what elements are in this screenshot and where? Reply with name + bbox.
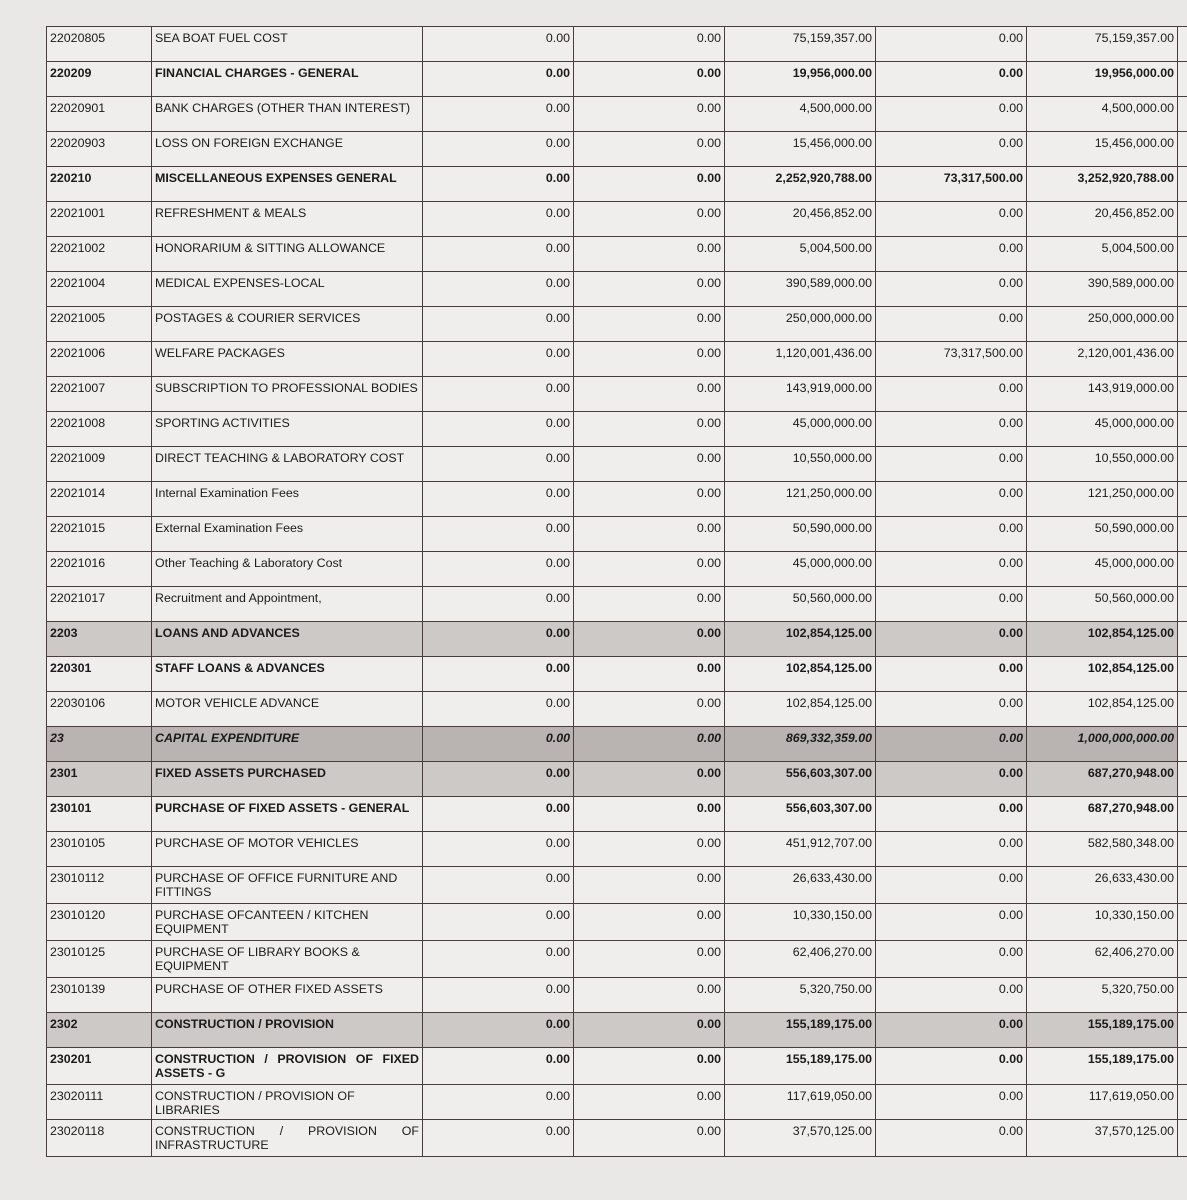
amount-cell: 0.00 [574, 904, 725, 941]
amount-cell: 45,000,000.00 [1027, 412, 1178, 447]
amount-cell: 0.00 [876, 412, 1027, 447]
amount-cell: 50,590,000.00 [725, 517, 876, 552]
amount-cell: 0.00 [574, 657, 725, 692]
description-cell: Internal Examination Fees [152, 482, 423, 517]
amount-cell: 0.00 [574, 202, 725, 237]
account-code-cell: 22021006 [47, 342, 152, 377]
amount-cell: 5,320,750.00 [1027, 978, 1178, 1013]
description-cell: SPORTING ACTIVITIES [152, 412, 423, 447]
amount-cell: 45,000,000.00 [725, 412, 876, 447]
description-cell: SEA BOAT FUEL COST [152, 27, 423, 62]
table-row [47, 307, 1187, 342]
amount-cell: 0.00 [423, 167, 574, 202]
table-row [47, 692, 1187, 727]
amount-cell: 0.00 [574, 832, 725, 867]
amount-cell: 143,919,000.00 [1027, 377, 1178, 412]
amount-cell: 50,590,000.00 [1027, 517, 1178, 552]
description-cell: CONSTRUCTION / PROVISION [152, 1013, 423, 1048]
account-code-cell: 23010105 [47, 832, 152, 867]
description-cell: HONORARIUM & SITTING ALLOWANCE [152, 237, 423, 272]
amount-cell: 0.00 [423, 867, 574, 904]
amount-cell: 0.00 [574, 167, 725, 202]
amount-cell: 0.00 [876, 132, 1027, 167]
amount-cell: 0.00 [423, 657, 574, 692]
amount-cell: 0.00 [423, 587, 574, 622]
amount-cell: 0.00 [423, 1048, 574, 1085]
account-code-cell: 22021007 [47, 377, 152, 412]
next-column-edge [1178, 447, 1187, 482]
amount-cell: 0.00 [423, 202, 574, 237]
amount-cell: 143,919,000.00 [725, 377, 876, 412]
description-cell: PURCHASE OF LIBRARY BOOKS & EQUIPMENT [152, 941, 423, 978]
amount-cell: 390,589,000.00 [725, 272, 876, 307]
table-row [47, 1085, 1187, 1120]
amount-cell: 155,189,175.00 [725, 1013, 876, 1048]
next-column-edge [1178, 587, 1187, 622]
next-column-edge [1178, 904, 1187, 941]
amount-cell: 10,550,000.00 [1027, 447, 1178, 482]
amount-cell: 0.00 [574, 412, 725, 447]
account-code-cell: 230201 [47, 1048, 152, 1085]
account-code-cell: 23010112 [47, 867, 152, 904]
amount-cell: 20,456,852.00 [725, 202, 876, 237]
amount-cell: 0.00 [423, 552, 574, 587]
amount-cell: 0.00 [876, 97, 1027, 132]
amount-cell: 0.00 [876, 727, 1027, 762]
account-code-cell: 22021004 [47, 272, 152, 307]
amount-cell: 0.00 [876, 62, 1027, 97]
account-code-cell: 2302 [47, 1013, 152, 1048]
amount-cell: 1,000,000,000.00 [1027, 727, 1178, 762]
table-row [47, 904, 1187, 941]
amount-cell: 0.00 [876, 978, 1027, 1013]
amount-cell: 0.00 [423, 978, 574, 1013]
amount-cell: 0.00 [574, 62, 725, 97]
table-row [47, 552, 1187, 587]
amount-cell: 0.00 [423, 412, 574, 447]
amount-cell: 0.00 [574, 132, 725, 167]
amount-cell: 0.00 [574, 517, 725, 552]
amount-cell: 687,270,948.00 [1027, 762, 1178, 797]
amount-cell: 0.00 [423, 941, 574, 978]
account-code-cell: 220301 [47, 657, 152, 692]
account-code-cell: 23010125 [47, 941, 152, 978]
description-cell: POSTAGES & COURIER SERVICES [152, 307, 423, 342]
amount-cell: 0.00 [574, 762, 725, 797]
next-column-edge [1178, 132, 1187, 167]
amount-cell: 19,956,000.00 [725, 62, 876, 97]
amount-cell: 0.00 [574, 797, 725, 832]
next-column-edge [1178, 1048, 1187, 1085]
next-column-edge [1178, 1013, 1187, 1048]
amount-cell: 0.00 [876, 762, 1027, 797]
next-column-edge [1178, 622, 1187, 657]
amount-cell: 0.00 [423, 62, 574, 97]
table-row [47, 797, 1187, 832]
table-row [47, 27, 1187, 62]
amount-cell: 5,004,500.00 [725, 237, 876, 272]
amount-cell: 10,550,000.00 [725, 447, 876, 482]
amount-cell: 0.00 [574, 482, 725, 517]
table-row [47, 762, 1187, 797]
account-code-cell: 23020118 [47, 1120, 152, 1157]
table-row [47, 377, 1187, 412]
amount-cell: 26,633,430.00 [725, 867, 876, 904]
amount-cell: 0.00 [876, 797, 1027, 832]
amount-cell: 0.00 [423, 342, 574, 377]
amount-cell: 0.00 [876, 237, 1027, 272]
table-row [47, 342, 1187, 377]
next-column-edge [1178, 657, 1187, 692]
table-row [47, 727, 1187, 762]
amount-cell: 556,603,307.00 [725, 797, 876, 832]
table-row [47, 587, 1187, 622]
amount-cell: 73,317,500.00 [876, 342, 1027, 377]
description-cell: Recruitment and Appointment, [152, 587, 423, 622]
amount-cell: 0.00 [876, 1013, 1027, 1048]
account-code-cell: 23020111 [47, 1085, 152, 1120]
amount-cell: 0.00 [876, 517, 1027, 552]
description-cell: BANK CHARGES (OTHER THAN INTEREST) [152, 97, 423, 132]
description-cell: MISCELLANEOUS EXPENSES GENERAL [152, 167, 423, 202]
amount-cell: 0.00 [423, 904, 574, 941]
next-column-edge [1178, 797, 1187, 832]
table-row [47, 1048, 1187, 1085]
next-column-edge [1178, 27, 1187, 62]
description-cell: REFRESHMENT & MEALS [152, 202, 423, 237]
amount-cell: 102,854,125.00 [725, 692, 876, 727]
amount-cell: 250,000,000.00 [1027, 307, 1178, 342]
description-cell: FINANCIAL CHARGES - GENERAL [152, 62, 423, 97]
account-code-cell: 22020903 [47, 132, 152, 167]
amount-cell: 0.00 [423, 272, 574, 307]
description-cell: MOTOR VEHICLE ADVANCE [152, 692, 423, 727]
table-row [47, 941, 1187, 978]
description-cell: PURCHASE OFCANTEEN / KITCHEN EQUIPMENT [152, 904, 423, 941]
next-column-edge [1178, 832, 1187, 867]
next-column-edge [1178, 482, 1187, 517]
table-row [47, 447, 1187, 482]
amount-cell: 4,500,000.00 [1027, 97, 1178, 132]
account-code-cell: 22020805 [47, 27, 152, 62]
amount-cell: 50,560,000.00 [725, 587, 876, 622]
amount-cell: 0.00 [423, 692, 574, 727]
amount-cell: 0.00 [876, 27, 1027, 62]
table-row [47, 167, 1187, 202]
amount-cell: 45,000,000.00 [725, 552, 876, 587]
amount-cell: 0.00 [423, 377, 574, 412]
amount-cell: 10,330,150.00 [725, 904, 876, 941]
next-column-edge [1178, 62, 1187, 97]
next-column-edge [1178, 1120, 1187, 1157]
table-row [47, 657, 1187, 692]
amount-cell: 0.00 [876, 941, 1027, 978]
description-cell: PURCHASE OF FIXED ASSETS - GENERAL [152, 797, 423, 832]
account-code-cell: 22030106 [47, 692, 152, 727]
amount-cell: 0.00 [574, 1120, 725, 1157]
amount-cell: 0.00 [876, 552, 1027, 587]
account-code-cell: 230101 [47, 797, 152, 832]
description-cell: PURCHASE OF OFFICE FURNITURE AND FITTINGS [152, 867, 423, 904]
amount-cell: 4,500,000.00 [725, 97, 876, 132]
table-row [47, 237, 1187, 272]
amount-cell: 390,589,000.00 [1027, 272, 1178, 307]
amount-cell: 0.00 [876, 832, 1027, 867]
amount-cell: 102,854,125.00 [1027, 622, 1178, 657]
amount-cell: 1,120,001,436.00 [725, 342, 876, 377]
amount-cell: 0.00 [574, 587, 725, 622]
amount-cell: 0.00 [876, 447, 1027, 482]
amount-cell: 0.00 [423, 727, 574, 762]
account-code-cell: 22021016 [47, 552, 152, 587]
amount-cell: 0.00 [574, 941, 725, 978]
amount-cell: 0.00 [574, 237, 725, 272]
table-row [47, 97, 1187, 132]
description-cell: Other Teaching & Laboratory Cost [152, 552, 423, 587]
amount-cell: 117,619,050.00 [1027, 1085, 1178, 1120]
table-row [47, 978, 1187, 1013]
table-row [47, 132, 1187, 167]
account-code-cell: 220209 [47, 62, 152, 97]
amount-cell: 0.00 [574, 377, 725, 412]
budget-sheet [46, 26, 1187, 1157]
table-row [47, 62, 1187, 97]
next-column-edge [1178, 307, 1187, 342]
amount-cell: 75,159,357.00 [1027, 27, 1178, 62]
description-cell: WELFARE PACKAGES [152, 342, 423, 377]
description-cell: PURCHASE OF OTHER FIXED ASSETS [152, 978, 423, 1013]
amount-cell: 0.00 [574, 552, 725, 587]
amount-cell: 0.00 [574, 97, 725, 132]
next-column-edge [1178, 237, 1187, 272]
amount-cell: 102,854,125.00 [725, 622, 876, 657]
next-column-edge [1178, 727, 1187, 762]
amount-cell: 687,270,948.00 [1027, 797, 1178, 832]
next-column-edge [1178, 342, 1187, 377]
next-column-edge [1178, 377, 1187, 412]
amount-cell: 0.00 [423, 622, 574, 657]
amount-cell: 0.00 [876, 657, 1027, 692]
budget-table [46, 26, 1187, 1157]
amount-cell: 117,619,050.00 [725, 1085, 876, 1120]
amount-cell: 0.00 [876, 1048, 1027, 1085]
amount-cell: 0.00 [574, 692, 725, 727]
description-cell: STAFF LOANS & ADVANCES [152, 657, 423, 692]
amount-cell: 0.00 [574, 727, 725, 762]
amount-cell: 0.00 [423, 237, 574, 272]
amount-cell: 0.00 [423, 762, 574, 797]
next-column-edge [1178, 412, 1187, 447]
amount-cell: 556,603,307.00 [725, 762, 876, 797]
amount-cell: 451,912,707.00 [725, 832, 876, 867]
amount-cell: 0.00 [423, 1120, 574, 1157]
amount-cell: 0.00 [574, 622, 725, 657]
account-code-cell: 2203 [47, 622, 152, 657]
amount-cell: 62,406,270.00 [1027, 941, 1178, 978]
table-row [47, 517, 1187, 552]
table-row [47, 202, 1187, 237]
amount-cell: 0.00 [423, 482, 574, 517]
amount-cell: 2,252,920,788.00 [725, 167, 876, 202]
amount-cell: 0.00 [876, 482, 1027, 517]
table-row [47, 1013, 1187, 1048]
amount-cell: 0.00 [574, 1085, 725, 1120]
account-code-cell: 22020901 [47, 97, 152, 132]
next-column-edge [1178, 867, 1187, 904]
amount-cell: 0.00 [574, 447, 725, 482]
amount-cell: 155,189,175.00 [725, 1048, 876, 1085]
amount-cell: 0.00 [876, 867, 1027, 904]
account-code-cell: 23010120 [47, 904, 152, 941]
table-row [47, 622, 1187, 657]
amount-cell: 0.00 [876, 692, 1027, 727]
amount-cell: 37,570,125.00 [725, 1120, 876, 1157]
amount-cell: 50,560,000.00 [1027, 587, 1178, 622]
amount-cell: 0.00 [574, 978, 725, 1013]
next-column-edge [1178, 517, 1187, 552]
amount-cell: 0.00 [876, 904, 1027, 941]
amount-cell: 0.00 [423, 797, 574, 832]
amount-cell: 121,250,000.00 [1027, 482, 1178, 517]
next-column-edge [1178, 97, 1187, 132]
description-cell: SUBSCRIPTION TO PROFESSIONAL BODIES [152, 377, 423, 412]
next-column-edge [1178, 692, 1187, 727]
amount-cell: 0.00 [423, 132, 574, 167]
amount-cell: 0.00 [876, 587, 1027, 622]
account-code-cell: 22021009 [47, 447, 152, 482]
amount-cell: 10,330,150.00 [1027, 904, 1178, 941]
amount-cell: 0.00 [876, 1120, 1027, 1157]
account-code-cell: 22021001 [47, 202, 152, 237]
amount-cell: 121,250,000.00 [725, 482, 876, 517]
amount-cell: 0.00 [574, 307, 725, 342]
next-column-edge [1178, 167, 1187, 202]
description-cell: CONSTRUCTION / PROVISION OF FIXED ASSETS - G [152, 1048, 423, 1085]
amount-cell: 0.00 [876, 202, 1027, 237]
account-code-cell: 220210 [47, 167, 152, 202]
amount-cell: 0.00 [423, 517, 574, 552]
amount-cell: 5,004,500.00 [1027, 237, 1178, 272]
amount-cell: 15,456,000.00 [725, 132, 876, 167]
next-column-edge [1178, 941, 1187, 978]
amount-cell: 3,252,920,788.00 [1027, 167, 1178, 202]
amount-cell: 0.00 [876, 1085, 1027, 1120]
amount-cell: 0.00 [423, 27, 574, 62]
amount-cell: 62,406,270.00 [725, 941, 876, 978]
amount-cell: 0.00 [574, 342, 725, 377]
account-code-cell: 22021014 [47, 482, 152, 517]
account-code-cell: 22021008 [47, 412, 152, 447]
amount-cell: 0.00 [423, 1085, 574, 1120]
description-cell: DIRECT TEACHING & LABORATORY COST [152, 447, 423, 482]
table-row [47, 832, 1187, 867]
amount-cell: 0.00 [876, 307, 1027, 342]
next-column-edge [1178, 272, 1187, 307]
amount-cell: 0.00 [574, 27, 725, 62]
account-code-cell: 23010139 [47, 978, 152, 1013]
account-code-cell: 22021005 [47, 307, 152, 342]
amount-cell: 102,854,125.00 [725, 657, 876, 692]
next-column-edge [1178, 552, 1187, 587]
amount-cell: 0.00 [423, 447, 574, 482]
amount-cell: 0.00 [876, 377, 1027, 412]
amount-cell: 19,956,000.00 [1027, 62, 1178, 97]
amount-cell: 102,854,125.00 [1027, 692, 1178, 727]
next-column-edge [1178, 978, 1187, 1013]
account-code-cell: 22021017 [47, 587, 152, 622]
amount-cell: 0.00 [423, 307, 574, 342]
next-column-edge [1178, 1085, 1187, 1120]
amount-cell: 45,000,000.00 [1027, 552, 1178, 587]
table-row [47, 272, 1187, 307]
description-cell: LOANS AND ADVANCES [152, 622, 423, 657]
amount-cell: 75,159,357.00 [725, 27, 876, 62]
description-cell: MEDICAL EXPENSES-LOCAL [152, 272, 423, 307]
account-code-cell: 2301 [47, 762, 152, 797]
amount-cell: 582,580,348.00 [1027, 832, 1178, 867]
amount-cell: 250,000,000.00 [725, 307, 876, 342]
table-row [47, 867, 1187, 904]
table-row [47, 482, 1187, 517]
description-cell: CONSTRUCTION / PROVISION OF LIBRARIES [152, 1085, 423, 1120]
amount-cell: 2,120,001,436.00 [1027, 342, 1178, 377]
account-code-cell: 22021002 [47, 237, 152, 272]
amount-cell: 0.00 [876, 622, 1027, 657]
description-cell: CONSTRUCTION / PROVISION OF INFRASTRUCTURE [152, 1120, 423, 1157]
description-cell: LOSS ON FOREIGN EXCHANGE [152, 132, 423, 167]
amount-cell: 155,189,175.00 [1027, 1013, 1178, 1048]
amount-cell: 0.00 [876, 272, 1027, 307]
description-cell: PURCHASE OF MOTOR VEHICLES [152, 832, 423, 867]
table-row [47, 412, 1187, 447]
amount-cell: 0.00 [423, 1013, 574, 1048]
amount-cell: 155,189,175.00 [1027, 1048, 1178, 1085]
amount-cell: 0.00 [423, 832, 574, 867]
amount-cell: 869,332,359.00 [725, 727, 876, 762]
table-row [47, 1120, 1187, 1157]
amount-cell: 0.00 [423, 97, 574, 132]
next-column-edge [1178, 202, 1187, 237]
amount-cell: 0.00 [574, 867, 725, 904]
amount-cell: 37,570,125.00 [1027, 1120, 1178, 1157]
amount-cell: 26,633,430.00 [1027, 867, 1178, 904]
amount-cell: 20,456,852.00 [1027, 202, 1178, 237]
amount-cell: 0.00 [574, 272, 725, 307]
amount-cell: 0.00 [574, 1048, 725, 1085]
amount-cell: 5,320,750.00 [725, 978, 876, 1013]
description-cell: FIXED ASSETS PURCHASED [152, 762, 423, 797]
description-cell: External Examination Fees [152, 517, 423, 552]
description-cell: CAPITAL EXPENDITURE [152, 727, 423, 762]
amount-cell: 0.00 [574, 1013, 725, 1048]
account-code-cell: 23 [47, 727, 152, 762]
account-code-cell: 22021015 [47, 517, 152, 552]
next-column-edge [1178, 762, 1187, 797]
amount-cell: 15,456,000.00 [1027, 132, 1178, 167]
amount-cell: 102,854,125.00 [1027, 657, 1178, 692]
amount-cell: 73,317,500.00 [876, 167, 1027, 202]
